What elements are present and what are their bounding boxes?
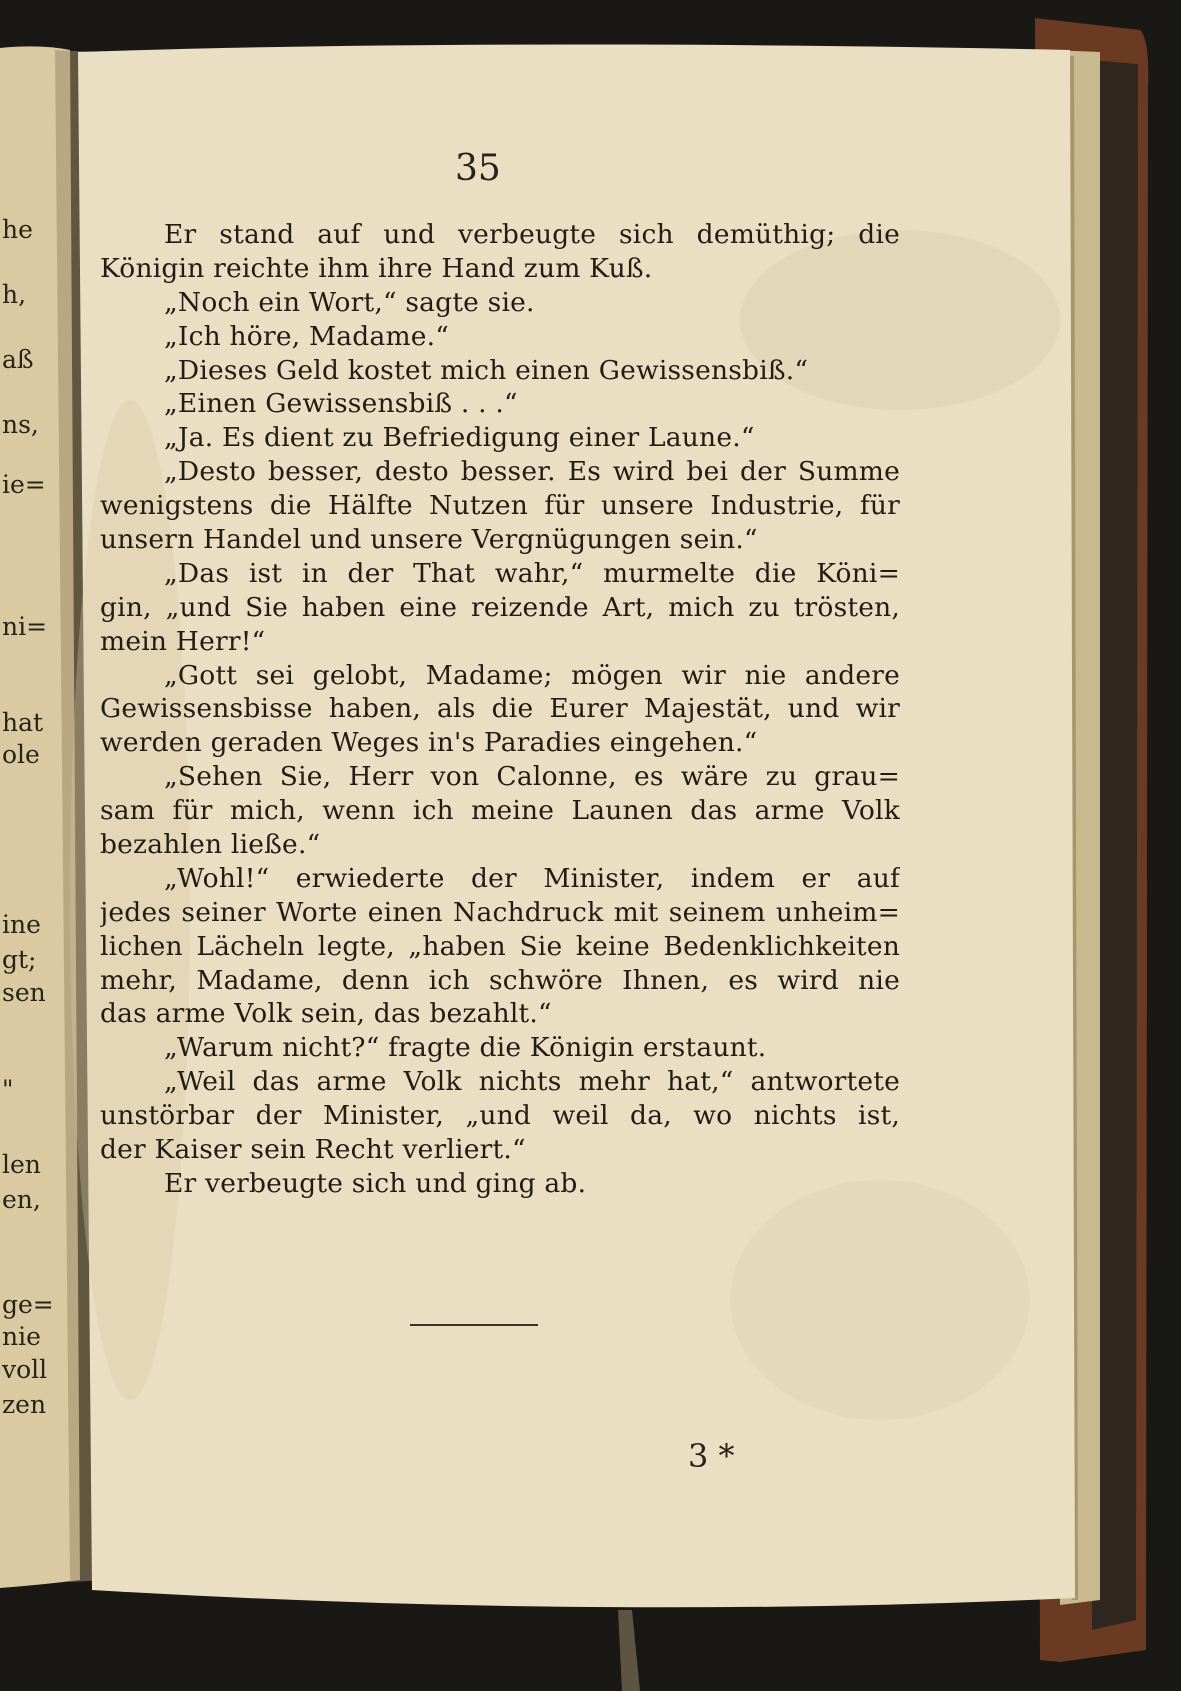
text-line: bezahlen ließe.“ <box>100 829 321 861</box>
text-line: „Dieses Geld kostet mich einen Gewissensbiß.“ <box>164 354 809 386</box>
left-fragment: hat <box>2 708 44 737</box>
text-line: unstörbar der Minister, „und weil da, wo nichts ist, <box>100 1100 900 1132</box>
left-fragment: he <box>2 215 33 244</box>
text-line: „Einen Gewissensbiß . . .“ <box>164 388 518 420</box>
body-text <box>100 218 900 1201</box>
text-line: wenigstens die Hälfte Nutzen für unsere Industrie, für <box>100 490 900 522</box>
left-fragment: ge= <box>2 1290 54 1319</box>
left-fragment: zen <box>2 1390 47 1419</box>
text-line: unsern Handel und unsere Vergnügungen sein.“ <box>100 524 758 556</box>
text-line: werden geraden Weges in's Paradies eingehen.“ <box>100 727 758 759</box>
left-fragment: en, <box>2 1185 41 1214</box>
text-line: sam für mich, wenn ich meine Launen das arme Volk <box>100 795 900 827</box>
signature-mark: 3 * <box>688 1437 735 1475</box>
text-line: „Das ist in der That wahr,“ murmelte die Köni= <box>164 557 900 589</box>
text-line: „Warum nicht?“ fragte die Königin erstaunt. <box>164 1032 767 1064</box>
text-line: der Kaiser sein Recht verliert.“ <box>100 1134 526 1166</box>
text-line: „Wohl!“ erwiederte der Minister, indem er auf <box>164 862 900 894</box>
text-line: lichen Lächeln legte, „haben Sie keine Bedenklichkeiten <box>100 930 900 962</box>
left-fragment: voll <box>2 1355 48 1384</box>
left-fragment: h, <box>2 280 27 309</box>
text-line: Er stand auf und verbeugte sich demüthig; die <box>164 219 900 250</box>
text-line: „Desto besser, desto besser. Es wird bei der Summe <box>164 456 900 488</box>
text-line: „Ja. Es dient zu Befriedigung einer Laune.“ <box>164 422 755 454</box>
text-line: Er verbeugte sich und ging ab. <box>164 1167 587 1199</box>
text-line: mehr, Madame, denn ich schwöre Ihnen, es wird nie <box>100 964 900 996</box>
left-page-fragments <box>0 0 60 1691</box>
left-fragment: gt; <box>2 945 37 974</box>
left-fragment: ine <box>2 910 41 939</box>
left-fragment: len <box>2 1150 41 1179</box>
left-fragment: nie <box>2 1322 41 1351</box>
left-fragment: " <box>2 1075 14 1104</box>
left-fragment: sen <box>2 978 46 1007</box>
left-fragment: aß <box>2 345 34 374</box>
page-number: 35 <box>455 148 501 189</box>
left-fragment: ns, <box>2 410 39 439</box>
text-line: „Noch ein Wort,“ sagte sie. <box>164 286 535 318</box>
left-fragment: ni= <box>2 612 48 641</box>
left-fragment: ole <box>2 740 40 769</box>
text-line: „Ich höre, Madame.“ <box>164 320 450 352</box>
text-line: jedes seiner Worte einen Nachdruck mit seinem unheim= <box>100 896 900 928</box>
text-line: „Weil das arme Volk nichts mehr hat,“ antwortete <box>164 1066 900 1098</box>
text-line: „Gott sei gelobt, Madame; mögen wir nie andere <box>164 659 900 691</box>
text-line: gin, „und Sie haben eine reizende Art, mich zu trösten, <box>100 591 900 623</box>
text-line: „Sehen Sie, Herr von Calonne, es wäre zu grau= <box>164 761 900 793</box>
left-fragment: ie= <box>2 470 46 499</box>
text-line: Gewissensbisse haben, als die Eurer Majestät, und wir <box>100 693 900 725</box>
text-line: mein Herr!“ <box>100 625 266 657</box>
text-line: Königin reichte ihm ihre Hand zum Kuß. <box>100 252 653 284</box>
text-line: das arme Volk sein, das bezahlt.“ <box>100 998 552 1030</box>
section-divider-rule <box>410 1324 538 1326</box>
